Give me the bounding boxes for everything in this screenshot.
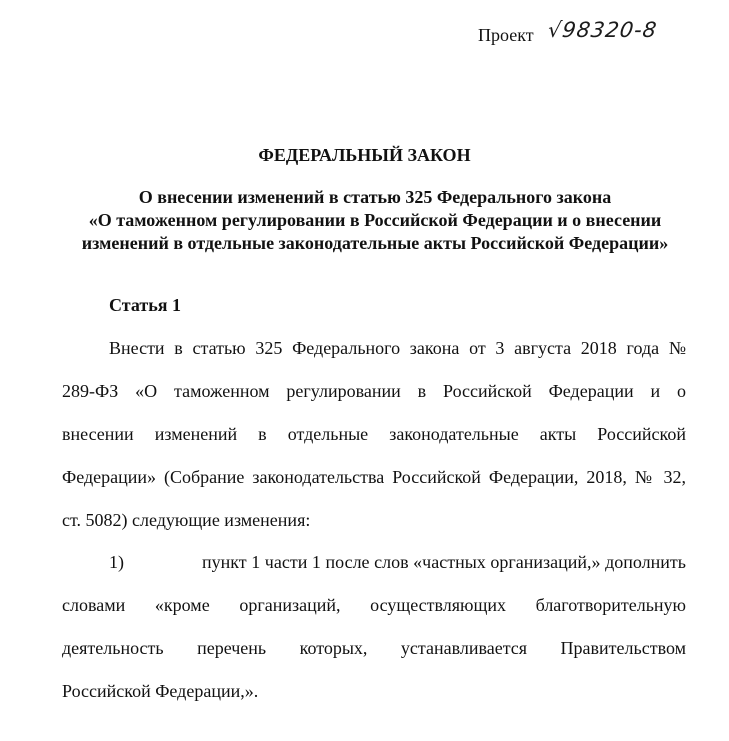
document-title: ФЕДЕРАЛЬНЫЙ ЗАКОН <box>258 145 471 165</box>
subtitle-line: изменений в отдельные законодательные акты Российской Федерации» <box>81 233 669 253</box>
list-item-1 <box>62 541 686 713</box>
paragraph-line: Внести в статью 325 Федерального закона от 3 августа 2018 года № <box>109 338 686 358</box>
list-item-number: 1) <box>109 552 124 572</box>
project-stamp <box>478 18 659 46</box>
paragraph-main <box>62 327 686 542</box>
list-item-line: деятельность перечень которых, устанавливается Правительством <box>62 638 686 658</box>
paragraph-line: 289-ФЗ «О таможенном регулировании в Российской Федерации и о <box>62 381 686 401</box>
subtitle-line: О внесении изменений в статью 325 Федерального закона <box>138 187 612 207</box>
article-heading: Статья 1 <box>109 295 181 315</box>
list-item-first-line <box>62 541 686 584</box>
paragraph-line: ст. 5082) следующие изменения: <box>62 510 311 530</box>
paragraph-line: внесении изменений в отдельные законодательные акты Российской <box>62 424 686 444</box>
list-item-text: пункт 1 части 1 после слов «частных организаций,» дополнить <box>202 552 686 572</box>
project-number-handwritten: √98320-8 <box>545 18 659 42</box>
subtitle-line: «О таможенном регулировании в Российской Федерации и о внесении <box>88 210 662 230</box>
paragraph-line: Федерации» (Собрание законодательства Российской Федерации, 2018, № 32, <box>62 467 686 487</box>
document-subtitle <box>40 186 710 255</box>
list-item-line: Российской Федерации,». <box>62 681 259 701</box>
list-item-line: словами «кроме организаций, осуществляющих благотворительную <box>62 595 686 615</box>
project-label: Проект <box>478 25 534 45</box>
